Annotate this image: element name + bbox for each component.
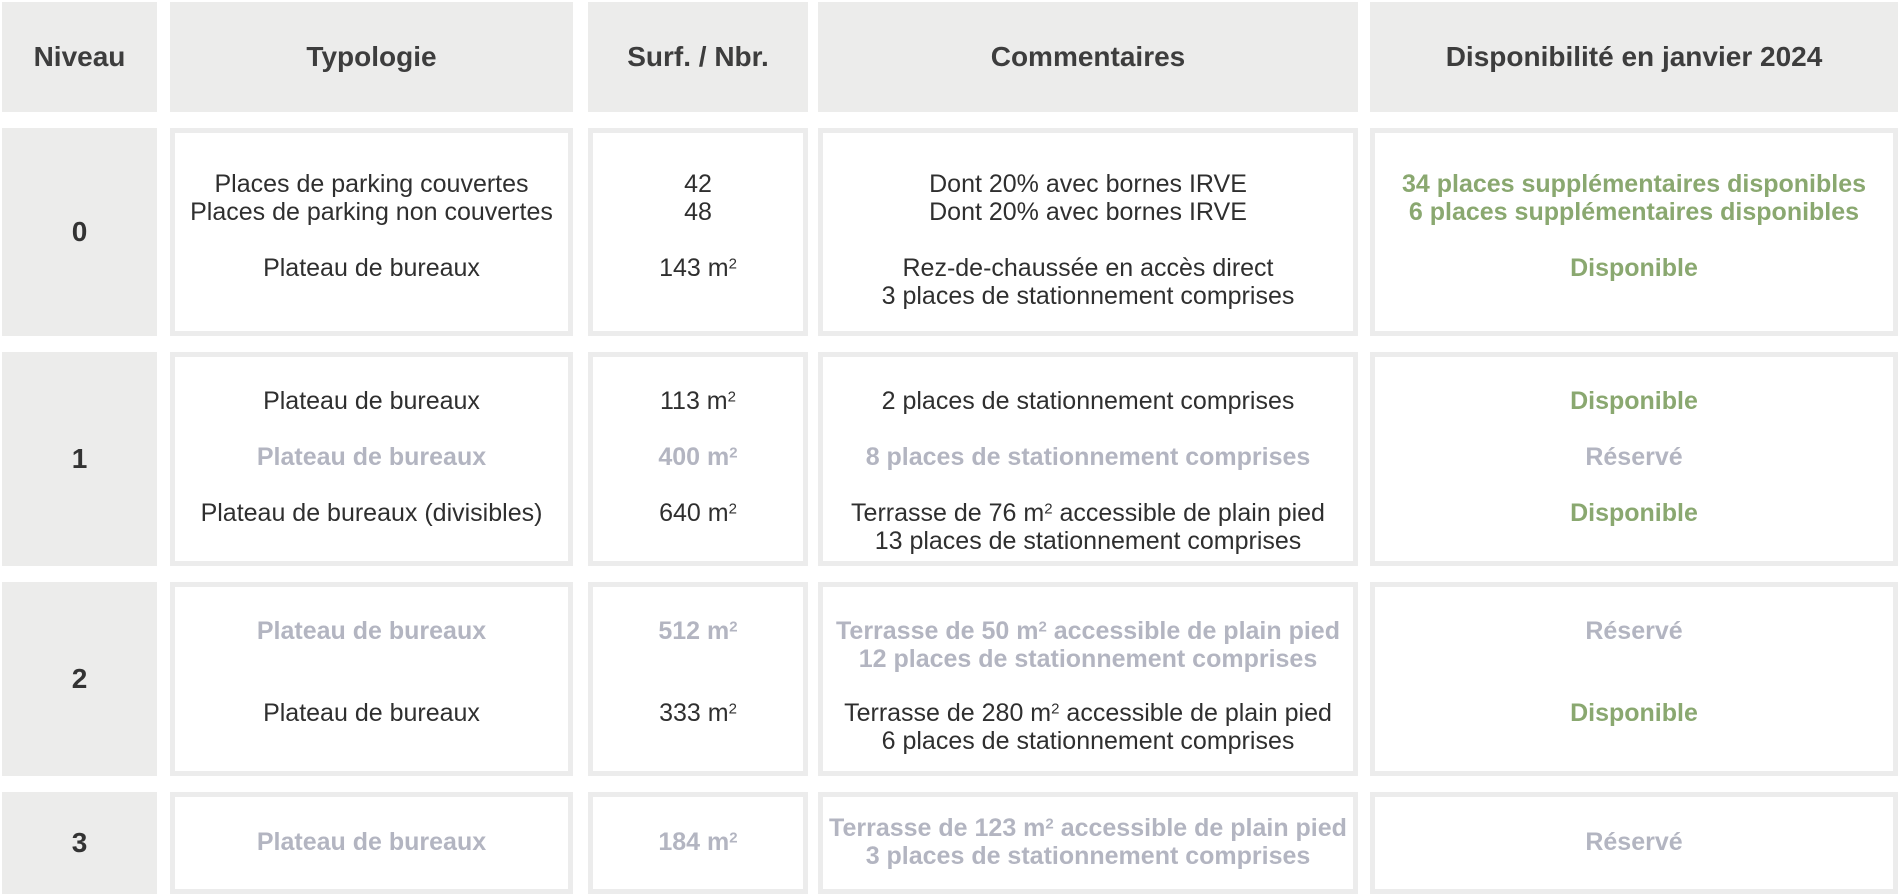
surf-cell <box>588 582 808 776</box>
surf-cell <box>588 128 808 336</box>
commentaires-cell <box>818 352 1358 566</box>
comment-line: 8 places de stationnement comprises <box>865 443 1311 471</box>
comment-line: Terrasse de 280 $m^2$ accessible de plain pied <box>844 699 1332 727</box>
surf-value: 640 $m^2$ <box>659 499 737 527</box>
surf-value: 333 $m^2$ <box>659 699 737 727</box>
status-reserved: Réservé <box>1585 617 1683 645</box>
typologie-line: Places de parking couvertes <box>214 170 529 198</box>
status-available: Disponible <box>1570 254 1698 282</box>
comment-line: 3 places de stationnement comprises <box>881 282 1295 310</box>
typologie-line: Plateau de bureaux <box>263 387 480 415</box>
surf-cell <box>588 792 808 894</box>
typologie-cell <box>170 352 573 566</box>
surf-value: 400 $m^2$ <box>658 443 738 471</box>
comment-line: 6 places de stationnement comprises <box>881 727 1295 755</box>
comment-line: Terrasse de 123 $m^2$ accessible de plain pied <box>829 814 1347 842</box>
typologie-cell <box>170 128 573 336</box>
header-typologie: Typologie <box>170 2 573 112</box>
header-commentaires: Commentaires <box>818 2 1358 112</box>
surf-cell <box>588 352 808 566</box>
status-reserved: Réservé <box>1585 828 1683 856</box>
commentaires-cell <box>818 582 1358 776</box>
niveau-cell: 0 <box>2 128 157 336</box>
surf-value: 42 <box>684 170 712 198</box>
header-niveau: Niveau <box>2 2 157 112</box>
typologie-line: Places de parking non couvertes <box>190 198 553 226</box>
comment-line: Terrasse de 50 $m^2$ accessible de plain pied <box>836 617 1340 645</box>
comment-line: Rez-de-chaussée en accès direct <box>902 254 1274 282</box>
commentaires-cell <box>818 128 1358 336</box>
status-available: Disponible <box>1570 499 1698 527</box>
typologie-cell <box>170 582 573 776</box>
comment-line: Terrasse de 76 $m^2$ accessible de plain pied <box>851 499 1325 527</box>
disponibilite-cell <box>1370 792 1898 894</box>
status-reserved: Réservé <box>1585 443 1683 471</box>
disponibilite-cell <box>1370 352 1898 566</box>
disponibilite-cell <box>1370 582 1898 776</box>
surf-value: 48 <box>684 198 712 226</box>
disponibilite-cell <box>1370 128 1898 336</box>
typologie-line: Plateau de bureaux <box>256 443 487 471</box>
niveau-cell: 1 <box>2 352 157 566</box>
typologie-line: Plateau de bureaux <box>256 617 487 645</box>
status-available: 34 places supplémentaires disponibles <box>1401 170 1867 198</box>
status-available: 6 places supplémentaires disponibles <box>1408 198 1860 226</box>
header-disponibilite: Disponibilité en janvier 2024 <box>1370 2 1898 112</box>
header-surf: Surf. / Nbr. <box>588 2 808 112</box>
comment-line: 2 places de stationnement comprises <box>881 387 1295 415</box>
comment-line: 13 places de stationnement comprises <box>874 527 1302 555</box>
comment-line: Dont 20% avec bornes IRVE <box>929 170 1247 198</box>
surf-value: 512 $m^2$ <box>658 617 738 645</box>
typologie-line: Plateau de bureaux <box>263 699 480 727</box>
comment-line: 12 places de stationnement comprises <box>858 645 1318 673</box>
niveau-cell: 2 <box>2 582 157 776</box>
typologie-line: Plateau de bureaux <box>256 828 487 856</box>
surf-value: 113 $m^2$ <box>660 387 736 415</box>
comment-line: 3 places de stationnement comprises <box>865 842 1311 870</box>
surf-value: 184 $m^2$ <box>658 828 738 856</box>
comment-line: Dont 20% avec bornes IRVE <box>929 198 1247 226</box>
status-available: Disponible <box>1570 387 1698 415</box>
niveau-cell: 3 <box>2 792 157 894</box>
typologie-line: Plateau de bureaux <box>263 254 480 282</box>
status-available: Disponible <box>1570 699 1698 727</box>
surf-value: 143 $m^2$ <box>659 254 737 282</box>
typologie-line: Plateau de bureaux (divisibles) <box>200 499 543 527</box>
typologie-cell <box>170 792 573 894</box>
commentaires-cell <box>818 792 1358 894</box>
